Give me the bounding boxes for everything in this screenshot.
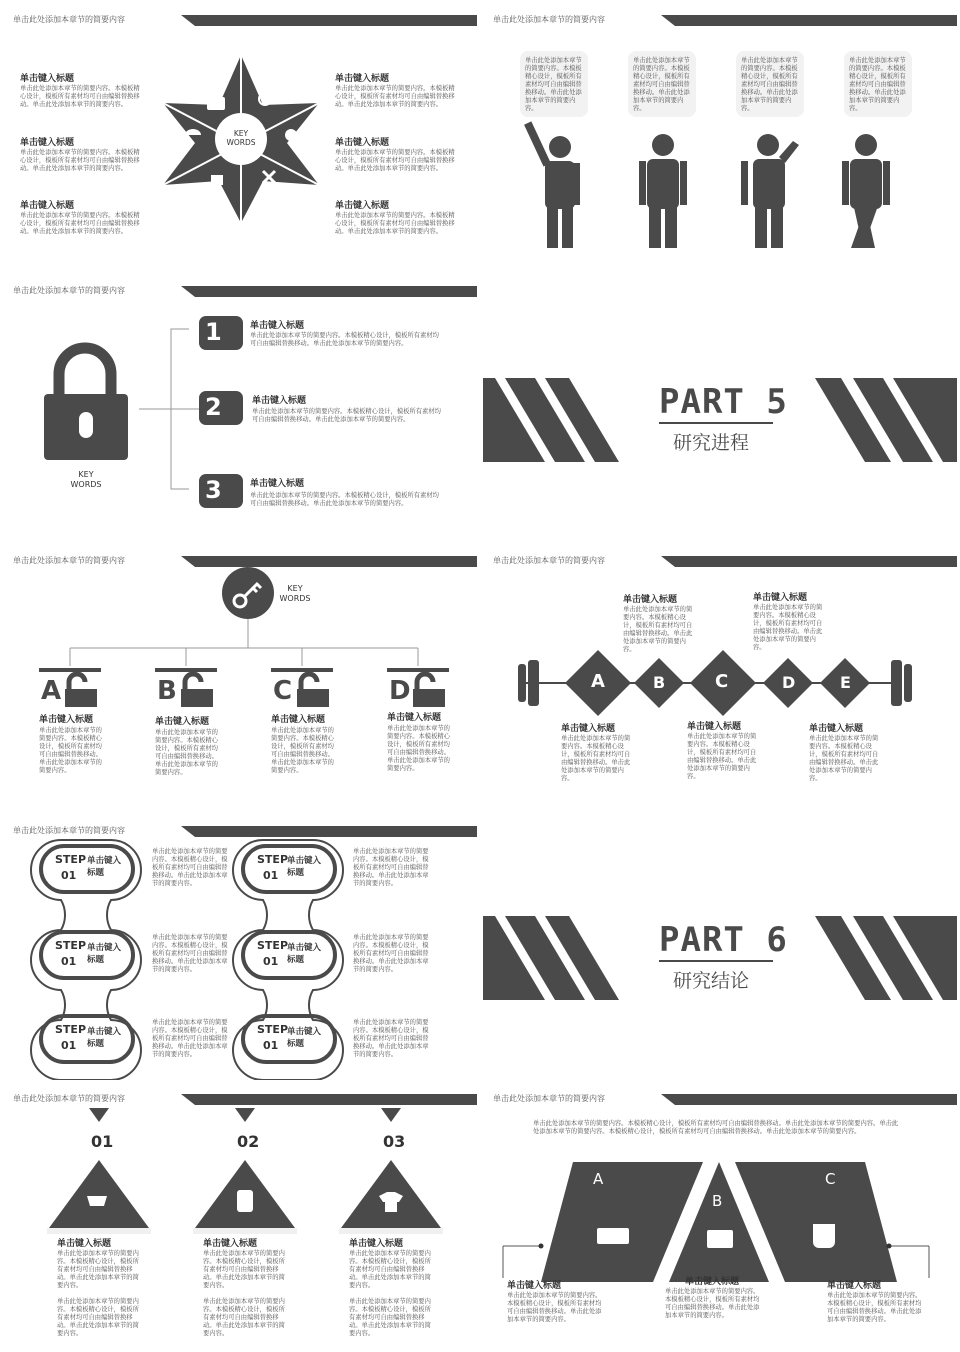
item-body: 单击此处添加本章节的简要内容。本模板精心设计，模板所有素材均可自由编辑替换移动。单击此处添加本章节的简要内容。 — [507, 1292, 602, 1323]
step-word: STEP — [55, 1023, 87, 1036]
step-number: 01 — [263, 1039, 279, 1052]
item-title[interactable]: 单击键入标题 — [203, 1239, 258, 1249]
item-title[interactable]: 单击键入标题 — [623, 595, 678, 605]
step-body: 单击此处添加本章节的简要内容。本模板精心设计，模板所有素材均可自由编辑替换移动。单击此处添加本章节的简要内容。 — [152, 848, 228, 887]
step-title-end: 标题 — [287, 868, 305, 878]
step-number: 01 — [263, 869, 279, 882]
key-keywords-label — [275, 584, 315, 604]
item-title[interactable]: 单击键入标题 — [335, 201, 390, 211]
item-body: 单击此处添加本章节的简要内容。本模板精心设计，模板所有素材均可自由编辑替换移动。单击此处添加本章节的简要内容。 — [665, 1288, 760, 1319]
keywords-line: KEY — [287, 584, 303, 593]
item-title[interactable]: 单击键入标题 — [39, 715, 94, 725]
step-word: STEP — [257, 939, 289, 952]
item-body: 单击此处添加本章节的简要内容。本模板精心设计，模板所有素材均可自由编辑替换移动。单击此处添加本章节的简要内容。 — [155, 729, 218, 776]
battery-icon — [597, 1228, 629, 1244]
step-number: 01 — [91, 1132, 114, 1151]
diamond-letter: D — [782, 673, 796, 692]
part-divider — [659, 960, 773, 962]
step-body: 单击此处添加本章节的简要内容。本模板精心设计，模板所有素材均可自由编辑替换移动。单击此处添加本章节的简要内容。 — [353, 934, 429, 973]
slide-lock-tree — [3, 274, 477, 540]
item-body: 单击此处添加本章节的简要内容。本模板精心设计，模板所有素材均可自由编辑替换移动。单击此处添加本章节的简要内容。 — [203, 1250, 285, 1289]
step-title[interactable]: 单击键入 — [287, 1027, 322, 1037]
item-title[interactable]: 单击键入标题 — [20, 138, 75, 148]
shopping-cart-icon — [87, 1196, 107, 1206]
letter-label: C — [273, 676, 293, 706]
item-body: 单击此处添加本章节的简要内容。本模板精心设计，模板所有素材均可自由编辑替换移动。单击此处添加本章节的简要内容。 — [335, 212, 455, 235]
item-title[interactable]: 单击键入标题 — [57, 1239, 112, 1249]
step-title-end: 标题 — [287, 955, 305, 965]
item-body: 单击此处添加本章节的简要内容。本模板精心设计，模板所有素材均可自由编辑替换移动。单击此处添加本章节的简要内容。 — [250, 332, 439, 347]
road-letter: A — [593, 1170, 604, 1188]
item-title[interactable]: 单击键入标题 — [271, 715, 326, 725]
slide-header-text: 单击此处添加本章节的简要内容 — [13, 826, 125, 835]
step-number: 03 — [383, 1132, 406, 1151]
slide-road — [483, 1082, 957, 1348]
slide-key-tree — [3, 544, 477, 810]
item-title[interactable]: 单击键入标题 — [507, 1281, 562, 1291]
luggage-icon — [237, 1190, 253, 1212]
slide-steps — [3, 814, 477, 1080]
item-body: 单击此处添加本章节的简要内容。本模板精心设计，模板所有素材均可自由编辑替换移动。单击此处添加本章节的简要内容。 — [57, 1298, 139, 1337]
item-body: 单击此处添加本章节的简要内容。本模板精心设计，模板所有素材均可自由编辑替换移动。单击此处添加本章节的简要内容。 — [753, 604, 823, 651]
diamond-letter: B — [653, 673, 666, 692]
step-word: STEP — [55, 939, 87, 952]
item-title[interactable]: 单击键入标题 — [252, 396, 307, 406]
step-number: 01 — [263, 955, 279, 968]
item-body: 单击此处添加本章节的简要内容。本模板精心设计，模板所有素材均可自由编辑替换移动。单击此处添加本章节的简要内容。 — [349, 1298, 431, 1337]
item-body: 单击此处添加本章节的简要内容。本模板精心设计，模板所有素材均可自由编辑替换移动。单击此处添加本章节的简要内容。 — [20, 85, 140, 108]
slide-people — [483, 3, 957, 269]
item-title[interactable]: 单击键入标题 — [250, 479, 305, 489]
lock-keywords-label — [65, 470, 107, 490]
step-body: 单击此处添加本章节的简要内容。本模板精心设计，模板所有素材均可自由编辑替换移动。单击此处添加本章节的简要内容。 — [152, 1019, 228, 1058]
road-letter: B — [712, 1192, 723, 1210]
step-number: 01 — [61, 1039, 77, 1052]
item-body: 单击此处添加本章节的简要内容。本模板精心设计，模板所有素材均可自由编辑替换移动。单击此处添加本章节的简要内容。 — [561, 735, 631, 782]
step-word: STEP — [55, 853, 87, 866]
slide-header-text: 单击此处添加本章节的简要内容 — [493, 15, 605, 24]
slide-header-text: 单击此处添加本章节的简要内容 — [13, 286, 125, 295]
keywords-line: KEY — [233, 129, 249, 138]
bubble-text: 单击此处添加本章节的简要内容。本模板精心设计，模板所有素材均可自由编辑替换移动。单击此处添加本章节的简要内容。 — [525, 57, 582, 112]
padlock-shackle — [59, 348, 111, 396]
step-body: 单击此处添加本章节的简要内容。本模板精心设计，模板所有素材均可自由编辑替换移动。单击此处添加本章节的简要内容。 — [353, 848, 429, 887]
step-title[interactable]: 单击键入 — [287, 856, 322, 866]
slide-header-text: 单击此处添加本章节的简要内容 — [493, 1094, 605, 1103]
people-figures — [483, 3, 957, 269]
step-title-end: 标题 — [87, 1039, 105, 1049]
step-title[interactable]: 单击键入 — [287, 943, 322, 953]
item-body: 单击此处添加本章节的简要内容。本模板精心设计，模板所有素材均可自由编辑替换移动。单击此处添加本章节的简要内容。 — [335, 149, 455, 172]
item-body: 单击此处添加本章节的简要内容。本模板精心设计，模板所有素材均可自由编辑替换移动。单击此处添加本章节的简要内容。 — [335, 85, 455, 108]
intro-body: 单击此处添加本章节的简要内容。本模板精心设计，模板所有素材均可自由编辑替换移动。单击此处添加本章节的简要内容。单击此处添加本章节的简要内容。本模板精心设计，模板所有素材均可自由编辑替换移动。单击此处添加本章节的简要内容。 — [533, 1120, 899, 1135]
keywords-line: WORDS — [226, 138, 256, 147]
keywords-line: WORDS — [70, 480, 102, 489]
person-waving-icon — [524, 121, 580, 248]
part-label: PART 6 — [659, 920, 788, 960]
item-title[interactable]: 单击键入标题 — [155, 717, 210, 727]
part-label: PART 5 — [659, 382, 788, 422]
slide-hexagram — [3, 3, 477, 269]
step-word: STEP — [257, 1023, 289, 1036]
item-body: 单击此处添加本章节的简要内容。本模板精心设计，模板所有素材均可自由编辑替换移动。单击此处添加本章节的简要内容。 — [623, 606, 693, 653]
watch-icon — [285, 129, 297, 141]
slide-header-text: 单击此处添加本章节的简要内容 — [13, 1094, 125, 1103]
step-number: 01 — [61, 955, 77, 968]
slide-triangles — [3, 1082, 477, 1348]
item-title[interactable]: 单击键入标题 — [20, 201, 75, 211]
diamond-letter: C — [715, 671, 729, 692]
letter-label: A — [41, 676, 62, 706]
briefcase-icon — [207, 97, 225, 110]
item-body: 单击此处添加本章节的简要内容。本模板精心设计，模板所有素材均可自由编辑替换移动。单击此处添加本章节的简要内容。 — [20, 212, 140, 235]
item-body: 单击此处添加本章节的简要内容。本模板精心设计，模板所有素材均可自由编辑替换移动。单击此处添加本章节的简要内容。 — [687, 733, 757, 780]
part-subtitle: 研究进程 — [673, 432, 750, 454]
item-body: 单击此处添加本章节的简要内容。本模板精心设计，模板所有素材均可自由编辑替换移动。单击此处添加本章节的简要内容。 — [271, 727, 334, 774]
slide-part6 — [483, 814, 957, 1080]
keywords-line: WORDS — [279, 594, 311, 603]
person-crossed-legs-icon — [842, 134, 890, 248]
item-body: 单击此处添加本章节的简要内容。本模板精心设计，模板所有素材均可自由编辑替换移动。单击此处添加本章节的简要内容。 — [809, 735, 879, 782]
unlock-icon — [211, 175, 223, 185]
diamond-letter: A — [591, 671, 605, 692]
bubble-text: 单击此处添加本章节的简要内容。本模板精心设计，模板所有素材均可自由编辑替换移动。单击此处添加本章节的简要内容。 — [633, 57, 690, 112]
item-body: 单击此处添加本章节的简要内容。本模板精心设计，模板所有素材均可自由编辑替换移动。单击此处添加本章节的简要内容。 — [252, 408, 441, 423]
step-title-end: 标题 — [87, 955, 105, 965]
item-title[interactable]: 单击键入标题 — [335, 138, 390, 148]
number-badge: 3 — [205, 476, 222, 504]
step-number: 02 — [237, 1132, 260, 1151]
umbrella-icon — [185, 129, 201, 135]
item-body: 单击此处添加本章节的简要内容。本模板精心设计，模板所有素材均可自由编辑替换移动。单击此处添加本章节的简要内容。 — [250, 492, 439, 507]
slide-header-text: 单击此处添加本章节的简要内容 — [13, 556, 125, 565]
item-title[interactable]: 单击键入标题 — [349, 1239, 404, 1249]
tools-icon — [263, 171, 275, 183]
item-title[interactable]: 单击键入标题 — [809, 724, 864, 734]
item-title[interactable]: 单击键入标题 — [335, 74, 390, 84]
bubble-text: 单击此处添加本章节的简要内容。本模板精心设计，模板所有素材均可自由编辑替换移动。单击此处添加本章节的简要内容。 — [849, 57, 906, 112]
person-standing-icon — [639, 134, 687, 248]
slide-diamond-chain — [483, 544, 957, 810]
keywords-line: KEY — [78, 470, 94, 479]
briefcase-icon — [707, 1230, 733, 1248]
letter-label: B — [157, 676, 177, 706]
item-title[interactable]: 单击键入标题 — [753, 593, 808, 603]
item-title[interactable]: 单击键入标题 — [827, 1281, 882, 1291]
hexagram-icons — [3, 3, 477, 269]
step-number: 01 — [61, 869, 77, 882]
part-subtitle: 研究结论 — [673, 970, 750, 992]
step-word: STEP — [257, 853, 289, 866]
number-badge: 1 — [205, 318, 222, 346]
person-thinking-icon — [741, 134, 799, 248]
item-body: 单击此处添加本章节的简要内容。本模板精心设计，模板所有素材均可自由编辑替换移动。单击此处添加本章节的简要内容。 — [827, 1292, 922, 1323]
item-body: 单击此处添加本章节的简要内容。本模板精心设计，模板所有素材均可自由编辑替换移动。单击此处添加本章节的简要内容。 — [57, 1250, 139, 1289]
cup-icon — [813, 1224, 835, 1248]
item-body: 单击此处添加本章节的简要内容。本模板精心设计，模板所有素材均可自由编辑替换移动。单击此处添加本章节的简要内容。 — [387, 725, 450, 772]
step-title[interactable]: 单击键入 — [87, 943, 122, 953]
bubble-text: 单击此处添加本章节的简要内容。本模板精心设计，模板所有素材均可自由编辑替换移动。单击此处添加本章节的简要内容。 — [741, 57, 798, 112]
step-body: 单击此处添加本章节的简要内容。本模板精心设计，模板所有素材均可自由编辑替换移动。单击此处添加本章节的简要内容。 — [152, 934, 228, 973]
road-letter: C — [825, 1170, 836, 1188]
number-badge: 2 — [205, 393, 222, 421]
item-title[interactable]: 单击键入标题 — [685, 1277, 740, 1287]
diamond-letter: E — [840, 673, 851, 692]
item-title[interactable]: 单击键入标题 — [687, 722, 742, 732]
letter-label: D — [389, 676, 411, 706]
slide-header-text: 单击此处添加本章节的简要内容 — [493, 556, 605, 565]
step-body: 单击此处添加本章节的简要内容。本模板精心设计，模板所有素材均可自由编辑替换移动。单击此处添加本章节的简要内容。 — [353, 1019, 429, 1058]
item-body: 单击此处添加本章节的简要内容。本模板精心设计，模板所有素材均可自由编辑替换移动。单击此处添加本章节的简要内容。 — [39, 727, 102, 774]
step-title[interactable]: 单击键入 — [87, 856, 122, 866]
step-title-end: 标题 — [87, 868, 105, 878]
slide-header-text: 单击此处添加本章节的简要内容 — [13, 15, 125, 24]
item-title[interactable]: 单击键入标题 — [387, 713, 442, 723]
item-title[interactable]: 单击键入标题 — [250, 321, 305, 331]
step-title[interactable]: 单击键入 — [87, 1027, 122, 1037]
step-title-end: 标题 — [287, 1039, 305, 1049]
item-body: 单击此处添加本章节的简要内容。本模板精心设计，模板所有素材均可自由编辑替换移动。单击此处添加本章节的简要内容。 — [20, 149, 140, 172]
magnifier-icon — [259, 93, 271, 105]
item-title[interactable]: 单击键入标题 — [20, 74, 75, 84]
part-divider — [659, 422, 773, 424]
item-body: 单击此处添加本章节的简要内容。本模板精心设计，模板所有素材均可自由编辑替换移动。单击此处添加本章节的简要内容。 — [203, 1298, 285, 1337]
slide-part5 — [483, 274, 957, 540]
item-title[interactable]: 单击键入标题 — [561, 724, 616, 734]
item-body: 单击此处添加本章节的简要内容。本模板精心设计，模板所有素材均可自由编辑替换移动。单击此处添加本章节的简要内容。 — [349, 1250, 431, 1289]
